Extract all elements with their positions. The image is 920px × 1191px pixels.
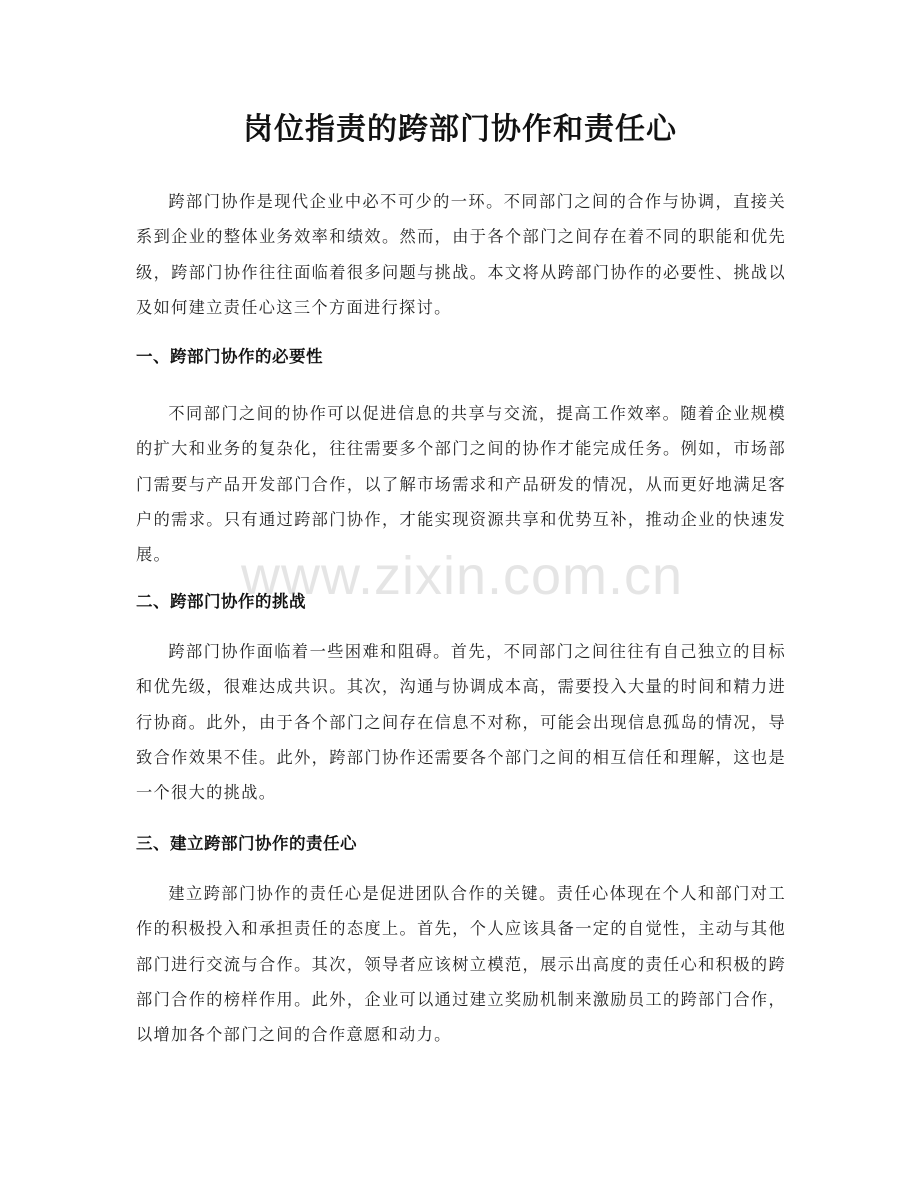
intro-paragraph: 跨部门协作是现代企业中必不可少的一环。不同部门之间的合作与协调，直接关系到企业的整体业务效率和绩效。然而，由于各个部门之间存在着不同的职能和优先级，跨部门协作往往面临着很多问题与挑战。本文将从跨部门协作的必要性、挑战以及如何建立责任心这三个方面进行探讨。 [136, 192, 786, 317]
section-body-responsibility: 建立跨部门协作的责任心是促进团队合作的关键。责任心体现在个人和部门对工作的积极投入和承担责任的态度上。首先，个人应该具备一定的自觉性，主动与其他部门进行交流与合作。其次，领导者应该树立模范，展示出高度的责任心和积极的跨部门合作的榜样作用。此外，企业可以通过建立奖励机制来激励员工的跨部门合作，以增加各个部门之间的合作意愿和动力。 [136, 884, 786, 1045]
section-heading-necessity: 一、跨部门协作的必要性 [136, 347, 323, 366]
section-body-challenges: 跨部门协作面临着一些困难和阻碍。首先，不同部门之间往往有自己独立的目标和优先级，很难达成共识。其次，沟通与协调成本高，需要投入大量的时间和精力进行协商。此外，由于各个部门之间存在信息不对称，可能会出现信息孤岛的情况，导致合作效果不佳。此外，跨部门协作还需要各个部门之间的相互信任和理解，这也是一个很大的挑战。 [136, 642, 786, 803]
section-body-necessity: 不同部门之间的协作可以促进信息的共享与交流，提高工作效率。随着企业规模的扩大和业务的复杂化，往往需要多个部门之间的协作才能完成任务。例如，市场部门需要与产品开发部门合作，以了解市场需求和产品研发的情况，从而更好地满足客户的需求。只有通过跨部门协作，才能实现资源共享和优势互补，推动企业的快速发展。 [136, 404, 786, 565]
document-title: 岗位指责的跨部门协作和责任心 [243, 112, 677, 147]
watermark: www.zixin.com.cn [240, 546, 684, 606]
section-heading-challenges: 二、跨部门协作的挑战 [136, 592, 306, 611]
section-heading-responsibility: 三、建立跨部门协作的责任心 [136, 834, 357, 853]
